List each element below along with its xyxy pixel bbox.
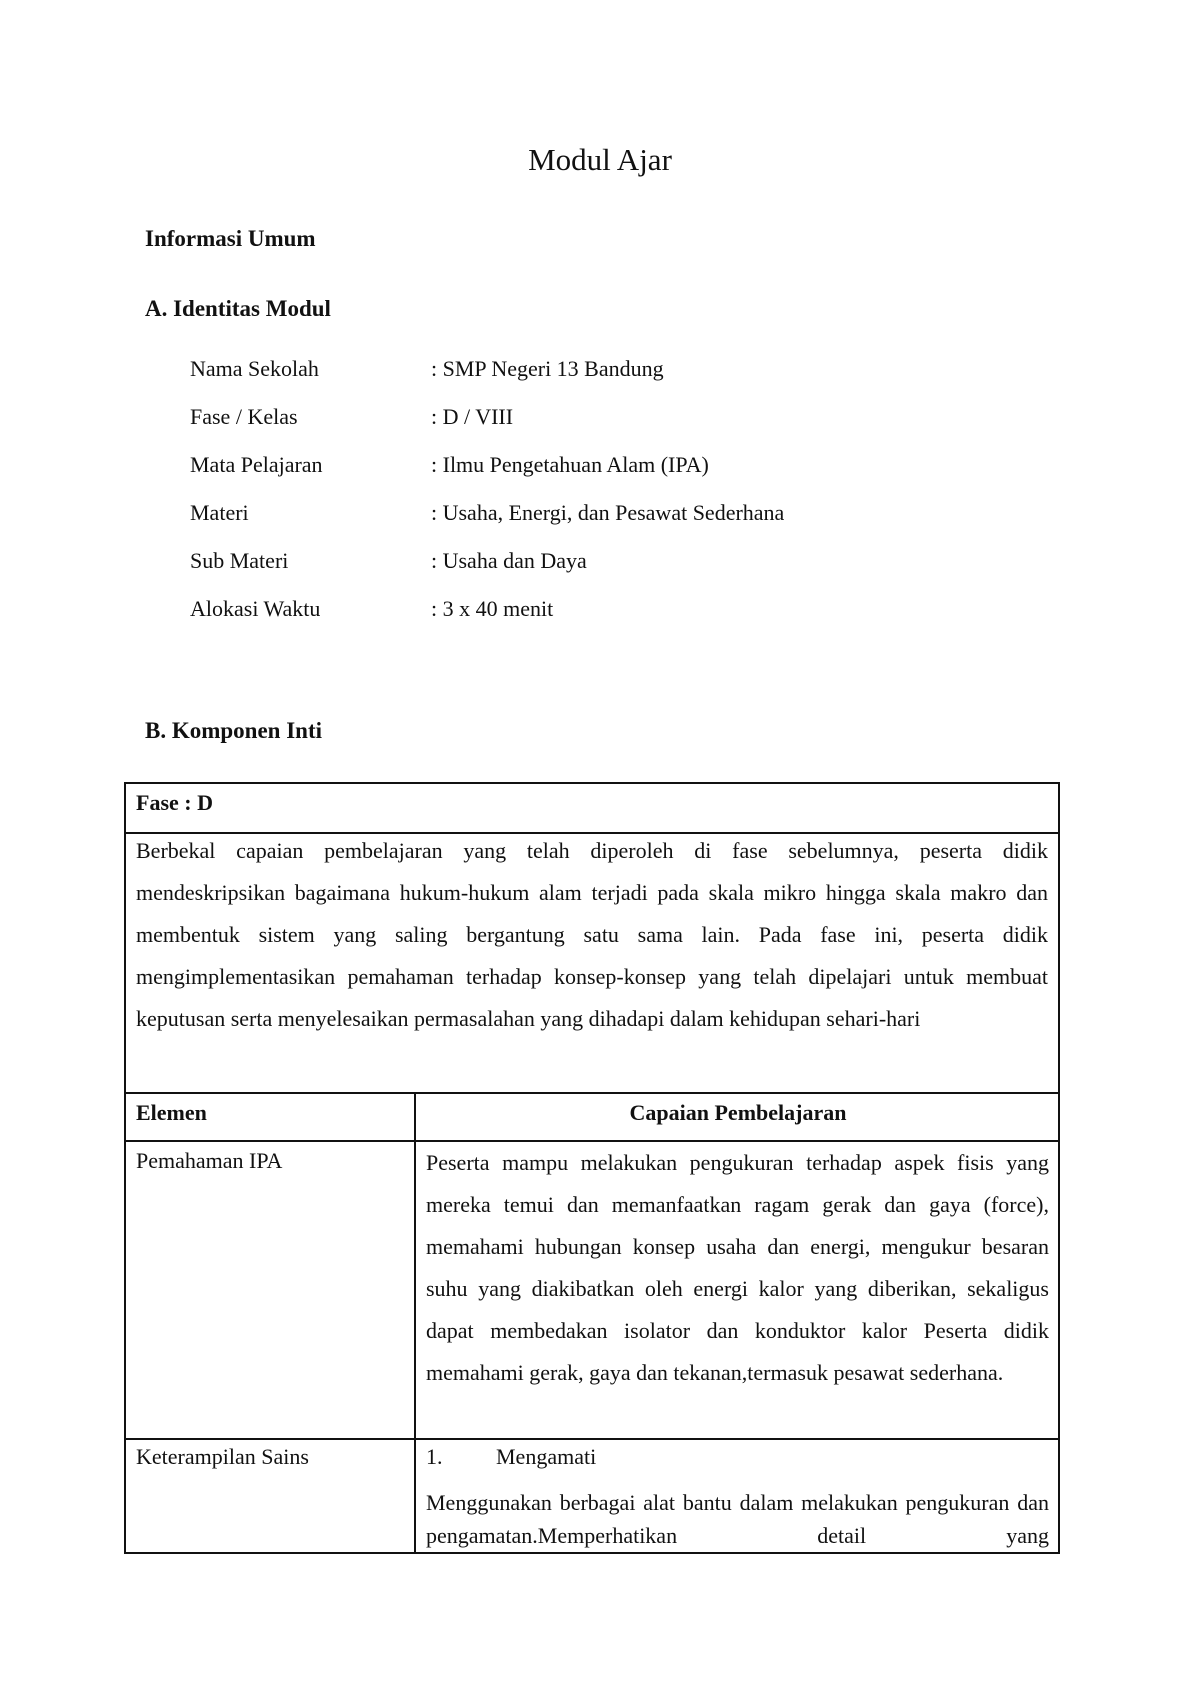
table-row-capaian: Peserta mampu melakukan pengukuran terhadap aspek fisis yang mereka temui dan memanfaatkan ragam gerak dan gaya (force), memahami hubungan konsep usaha dan energi, mengukur besaran suhu yang diakibatkan oleh energi kalor yang diberikan, sekaligus dapat membedakan isolator dan konduktor kalor Peserta didik memahami gerak, gaya dan tekanan,termasuk pesawat sederhana.: [426, 1150, 1049, 1385]
document-title: Modul Ajar: [528, 142, 672, 177]
identity-value: : D / VIII: [431, 404, 514, 429]
identity-value: : Ilmu Pengetahuan Alam (IPA): [431, 452, 709, 477]
list-item-number: 1.: [426, 1444, 443, 1469]
identity-value: : Usaha dan Daya: [431, 548, 587, 573]
list-item-title: Mengamati: [496, 1444, 597, 1469]
column-header-capaian: Capaian Pembelajaran: [629, 1100, 847, 1125]
table-divider: [126, 1438, 1060, 1440]
identity-label: Materi: [190, 500, 249, 525]
table-row-elemen: Pemahaman IPA: [136, 1148, 283, 1173]
fase-header: Fase : D: [136, 790, 213, 815]
column-header-elemen: Elemen: [136, 1100, 207, 1125]
table-divider: [126, 1092, 1060, 1094]
identity-label: Alokasi Waktu: [190, 596, 321, 621]
identity-value: : SMP Negeri 13 Bandung: [431, 356, 664, 381]
komponen-inti-table: [124, 782, 1060, 1554]
table-column-divider: [414, 1092, 416, 1554]
table-row-capaian: Menggunakan berbagai alat bantu dalam melakukan pengukuran dan pengamatan.Memperhatikan detail yang: [426, 1490, 1049, 1548]
section-general-heading: Informasi Umum: [145, 226, 316, 251]
identity-value: : Usaha, Energi, dan Pesawat Sederhana: [431, 500, 785, 525]
identity-label: Sub Materi: [190, 548, 289, 573]
section-b-heading: B. Komponen Inti: [145, 718, 323, 743]
section-a-heading: A. Identitas Modul: [145, 296, 331, 321]
identity-value: : 3 x 40 menit: [431, 596, 554, 621]
table-row-elemen: Keterampilan Sains: [136, 1444, 309, 1469]
identity-label: Fase / Kelas: [190, 404, 298, 429]
fase-description: Berbekal capaian pembelajaran yang telah diperoleh di fase sebelumnya, peserta didik mendeskripsikan bagaimana hukum-hukum alam terjadi pada skala mikro hingga skala makro dan membentuk sistem yang saling bergantung satu sama lain. Pada fase ini, peserta didik mengimplementasikan pemahaman terhadap konsep-konsep yang telah dipelajari untuk membuat keputusan serta menyelesaikan permasalahan yang dihadapi dalam kehidupan sehari-hari: [136, 838, 1048, 1031]
identity-label: Mata Pelajaran: [190, 452, 323, 477]
identity-label: Nama Sekolah: [190, 356, 319, 381]
